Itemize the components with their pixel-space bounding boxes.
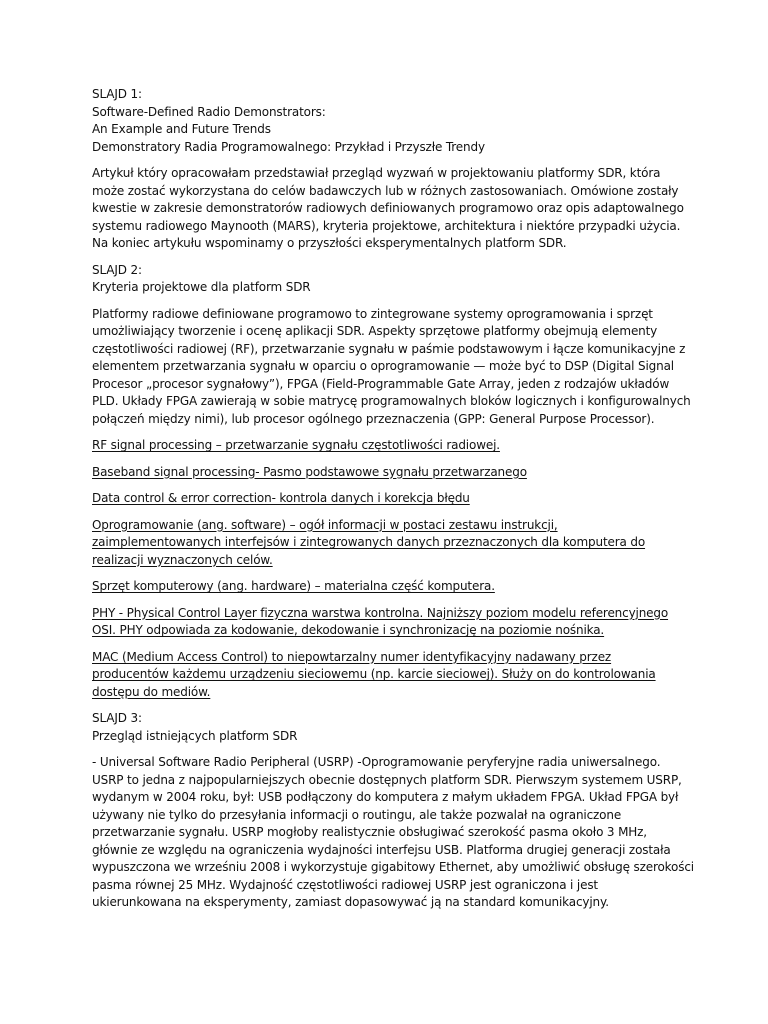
slide-3-heading — [92, 710, 682, 745]
text-line: An Example and Future Trends — [92, 122, 271, 136]
text-line: Na koniec artykułu wspominamy o przyszłości eksperymentalnych platform SDR. — [92, 236, 567, 250]
text-line: może zostać wykorzystana do celów badawczych lub w różnych zastosowaniach. Omówione zostały — [92, 183, 679, 198]
text-line: Artykuł który opracowałam przedstawiał przegląd wyzwań w projektowaniu platformy SDR, która — [92, 166, 661, 180]
definition-phy — [92, 605, 682, 640]
text-line: ukierunkowana na eksperymenty, zamiast dopasowywać ją na standard komunikacyjny. — [92, 895, 609, 909]
text-line: PHY - Physical Control Layer fizyczna warstwa kontrolna. Najniższy poziom modelu referencyjnego — [92, 605, 669, 620]
text-line: pasma równej 25 MHz. Wydajność częstotliwości radiowej USRP jest ograniczona i jest — [92, 877, 598, 892]
text-line: umożliwiający tworzenie i ocenę aplikacji SDR. Aspekty sprzętowe platformy obejmują elementy — [92, 324, 658, 338]
text-line: Przegląd istniejących platform SDR — [92, 728, 298, 743]
slide-2-body — [92, 306, 691, 429]
text-line: częstotliwości radiowej (RF), przetwarzanie sygnału w paśmie podstawowym i łącze komunikacyjne z — [92, 341, 686, 356]
text-line: systemu radiowego Maynooth (MARS), kryteria projektowe, architektura i niektóre przypadki użycia. — [92, 218, 681, 233]
text-line: USRP to jedna z najpopularniejszych obecnie dostępnych platform SDR. Pierwszym systemem USRP, — [92, 772, 682, 787]
text-line: realizacji wyznaczonych celów. — [92, 552, 273, 567]
text-line: Platformy radiowe definiowane programowo to zintegrowane systemy oprogramowania i sprzęt — [92, 306, 653, 321]
text-line: używany nie tylko do przesyłania informacji o routingu, ale także pozwalał na ograniczone — [92, 807, 622, 822]
text-line: - Universal Software Radio Peripheral (USRP) -Oprogramowanie peryferyjne radia uniwersalnego. — [92, 755, 661, 769]
text-line: Software-Defined Radio Demonstrators: — [92, 104, 326, 119]
text-line: Kryteria projektowe dla platform SDR — [92, 280, 311, 294]
text-line: dostępu do mediów. — [92, 684, 211, 699]
text-line: Baseband signal processing- Pasmo podstawowe sygnału przetwarzanego — [92, 464, 527, 479]
text-line: Data control & error correction- kontrola danych i korekcja błędu — [92, 491, 470, 505]
text-line: elementem przetwarzania sygnału w oparciu o oprogramowanie — może być to DSP (Digital Signal — [92, 359, 674, 373]
text-line: przetwarzanie sygnału. USRP mogłoby realistycznie obsługiwać szerokość pasma około 3 MHz, — [92, 825, 647, 839]
text-line: wypuszczona we wrześniu 2008 i wykorzystuje gigabitowy Ethernet, aby umożliwić obsługę szerokości — [92, 860, 694, 874]
definition-rf — [92, 437, 682, 455]
text-line: PLD. Układy FPGA zawierają w sobie matrycę programowalnych bloków logicznych i konfigurowalnych — [92, 394, 691, 408]
text-line: MAC (Medium Access Control) to niepowtarzalny numer identyfikacyjny nadawany przez — [92, 649, 612, 664]
text-line: kwestie w zakresie demonstratorów radiowych definiowanych programowo oraz opis adaptowalnego — [92, 201, 684, 215]
slide-3-body — [92, 754, 694, 912]
text-line: Oprogramowanie (ang. software) – ogół informacji w postaci zestawu instrukcji, — [92, 517, 558, 532]
text-line: zaimplementowanych interfejsów i zintegrowanych danych przeznaczonych dla komputera do — [92, 535, 646, 549]
text-line: SLAJD 2: — [92, 262, 142, 277]
text-line: SLAJD 1: — [92, 87, 142, 101]
text-line: Procesor „procesor sygnałowy”), FPGA (Field-Programmable Gate Array, jeden z rodzajów układów — [92, 376, 670, 391]
definition-mac — [92, 649, 682, 702]
definition-data-control — [92, 490, 682, 508]
definition-hardware — [92, 578, 682, 596]
document-page — [92, 86, 694, 921]
definition-baseband — [92, 464, 682, 482]
slide-2-heading — [92, 262, 682, 297]
text-line: RF signal processing – przetwarzanie sygnału częstotliwości radiowej. — [92, 438, 500, 452]
slide-1-body — [92, 165, 682, 253]
text-line: głównie ze względu na ograniczenia wydajności interfejsu USB. Platforma drugiej generacji została — [92, 842, 671, 857]
text-line: Demonstratory Radia Programowalnego: Przykład i Przyszłe Trendy — [92, 139, 485, 154]
slide-1-heading — [92, 86, 682, 156]
text-line: Sprzęt komputerowy (ang. hardware) – materialna część komputera. — [92, 579, 495, 593]
text-line: OSI. PHY odpowiada za kodowanie, dekodowanie i synchronizację na poziomie nośnika. — [92, 623, 605, 637]
text-line: producentów każdemu urządzeniu sieciowemu (np. karcie sieciowej). Służy on do kontrolowania — [92, 667, 656, 681]
definition-software — [92, 517, 682, 570]
text-line: SLAJD 3: — [92, 711, 142, 725]
text-line: wydanym w 2004 roku, był: USB podłączony do komputera z małym układem FPGA. Układ FPGA był — [92, 790, 679, 804]
text-line: połączeń między nimi), lub procesor ogólnego przeznaczenia (GPP: General Purpose Processor). — [92, 411, 655, 426]
